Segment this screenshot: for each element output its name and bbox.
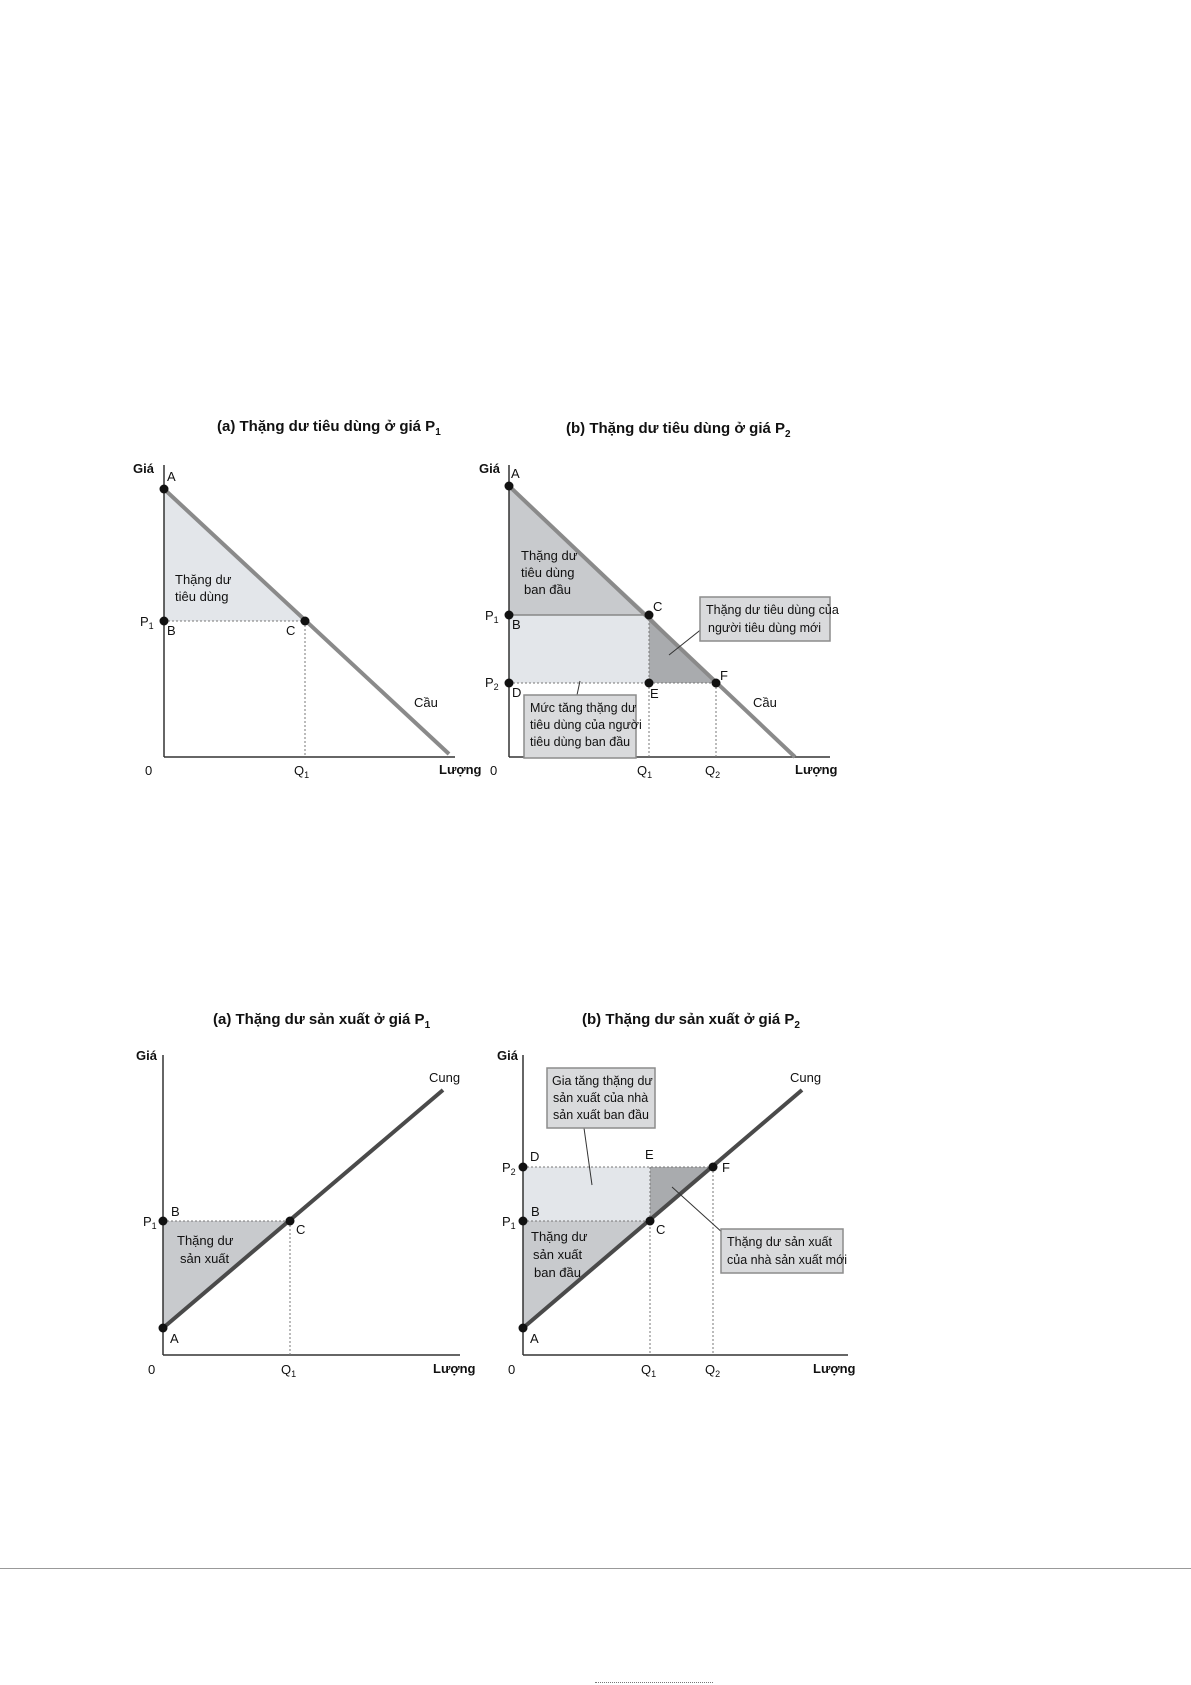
origin-label: 0 [490,763,498,778]
area-label-line2: sản xuất [533,1247,583,1262]
callout-increase-line3: tiêu dùng ban đầu [530,735,631,749]
area-label-line2: tiêu dùng [175,589,229,604]
point-b [519,1217,528,1226]
point-a [505,482,514,491]
label-a: A [170,1331,179,1346]
x-axis-label: Lượng [433,1361,476,1376]
x-axis-label: Lượng [795,762,838,777]
y-axis-label: Giá [133,461,154,476]
label-c: C [286,623,296,638]
label-a: A [167,469,176,484]
area-label-line1: Thặng dư [177,1233,234,1248]
panel-a-producer [136,1011,476,1379]
q1-label: $Q_1$ [637,763,653,780]
p1-label: $P_1$ [502,1214,516,1231]
label-d: D [512,685,522,700]
callout-new-line1: Thặng dư sản xuất [727,1235,832,1249]
panel-b-title: (b) Thặng dư tiêu dùng ở giá $P_2$ [566,420,791,440]
area-label-line1: Thặng dư [175,572,232,587]
point-c [286,1217,295,1226]
point-d [519,1163,528,1172]
panel-b-title: (b) Thặng dư sản xuất ở giá $P_2$ [582,1011,800,1031]
area-label-line2: sản xuất [180,1251,230,1266]
label-c: C [653,599,663,614]
point-b [159,1217,168,1226]
q1-label: $Q_1$ [641,1362,657,1379]
y-axis-label: Giá [497,1048,518,1063]
label-c: C [296,1222,306,1237]
y-axis-label: Giá [136,1048,157,1063]
demand-label: Cầu [414,695,438,710]
label-b: B [171,1204,180,1219]
increase-area [523,1167,650,1221]
price-label: $P_1$ [143,1214,157,1231]
producer-surplus-svg [0,1000,1191,1395]
area-label-line1: Thặng dư [521,548,578,563]
callout-new-line1: Thặng dư tiêu dùng của [706,603,839,617]
point-a [160,485,169,494]
origin-label: 0 [508,1362,516,1377]
area-label-line3: ban đầu [524,582,571,597]
label-b: B [167,623,176,638]
p1-label: $P_1$ [485,608,499,625]
x-axis-label: Lượng [439,762,482,777]
supply-curve [163,1090,443,1328]
x-axis-label: Lượng [813,1361,856,1376]
origin-label: 0 [145,763,153,778]
y-axis-label: Giá [479,461,500,476]
callout-increase-line3: sản xuất ban đầu [553,1108,649,1122]
point-f [709,1163,718,1172]
area-label-line3: ban đầu [534,1265,581,1280]
label-f: F [722,1160,730,1175]
panel-a-title: (a) Thặng dư sản xuất ở giá $P_1$ [213,1011,431,1031]
origin-label: 0 [148,1362,156,1377]
increase-area [509,615,649,683]
label-b: B [531,1204,540,1219]
callout-increase-line1: Mức tăng thặng dư [530,701,637,715]
callout-increase-line1: Gia tăng thặng dư [552,1074,653,1088]
label-d: D [530,1149,540,1164]
panel-a-title: (a) Thặng dư tiêu dùng ở giá $P_1$ [217,418,441,438]
area-label-line1: Thặng dư [531,1229,588,1244]
footer-divider [0,1568,1191,1569]
label-a: A [530,1331,539,1346]
label-e: E [650,686,659,701]
supply-label: Cung [429,1070,461,1085]
callout-new-line2: người tiêu dùng mới [708,621,822,635]
label-e: E [645,1147,654,1162]
demand-label: Cầu [753,695,777,710]
point-c [646,1217,655,1226]
quantity-label: $Q_1$ [281,1362,297,1379]
p2-label: $P_2$ [502,1160,516,1177]
q2-label: $Q_2$ [705,1362,721,1379]
producer-surplus-figure [0,1000,1191,1395]
callout-new-leader [672,1187,724,1234]
point-a [519,1324,528,1333]
consumer-surplus-figure [0,405,1191,785]
label-b: B [512,617,521,632]
point-a [159,1324,168,1333]
supply-label: Cung [790,1070,822,1085]
label-a: A [511,466,520,481]
area-label-line2: tiêu dùng [521,565,575,580]
price-label: $P_1$ [140,614,154,631]
q2-label: $Q_2$ [705,763,721,780]
point-c [301,617,310,626]
label-f: F [720,668,728,683]
callout-new-line2: của nhà sản xuất mới [727,1253,848,1267]
callout-increase-line2: sản xuất của nhà [553,1091,649,1105]
label-c: C [656,1222,666,1237]
quantity-label: $Q_1$ [294,763,310,780]
panel-b-producer [497,1011,856,1379]
consumer-surplus-svg [0,405,1191,785]
p2-label: $P_2$ [485,675,499,692]
callout-increase-line2: tiêu dùng của người [530,718,642,732]
